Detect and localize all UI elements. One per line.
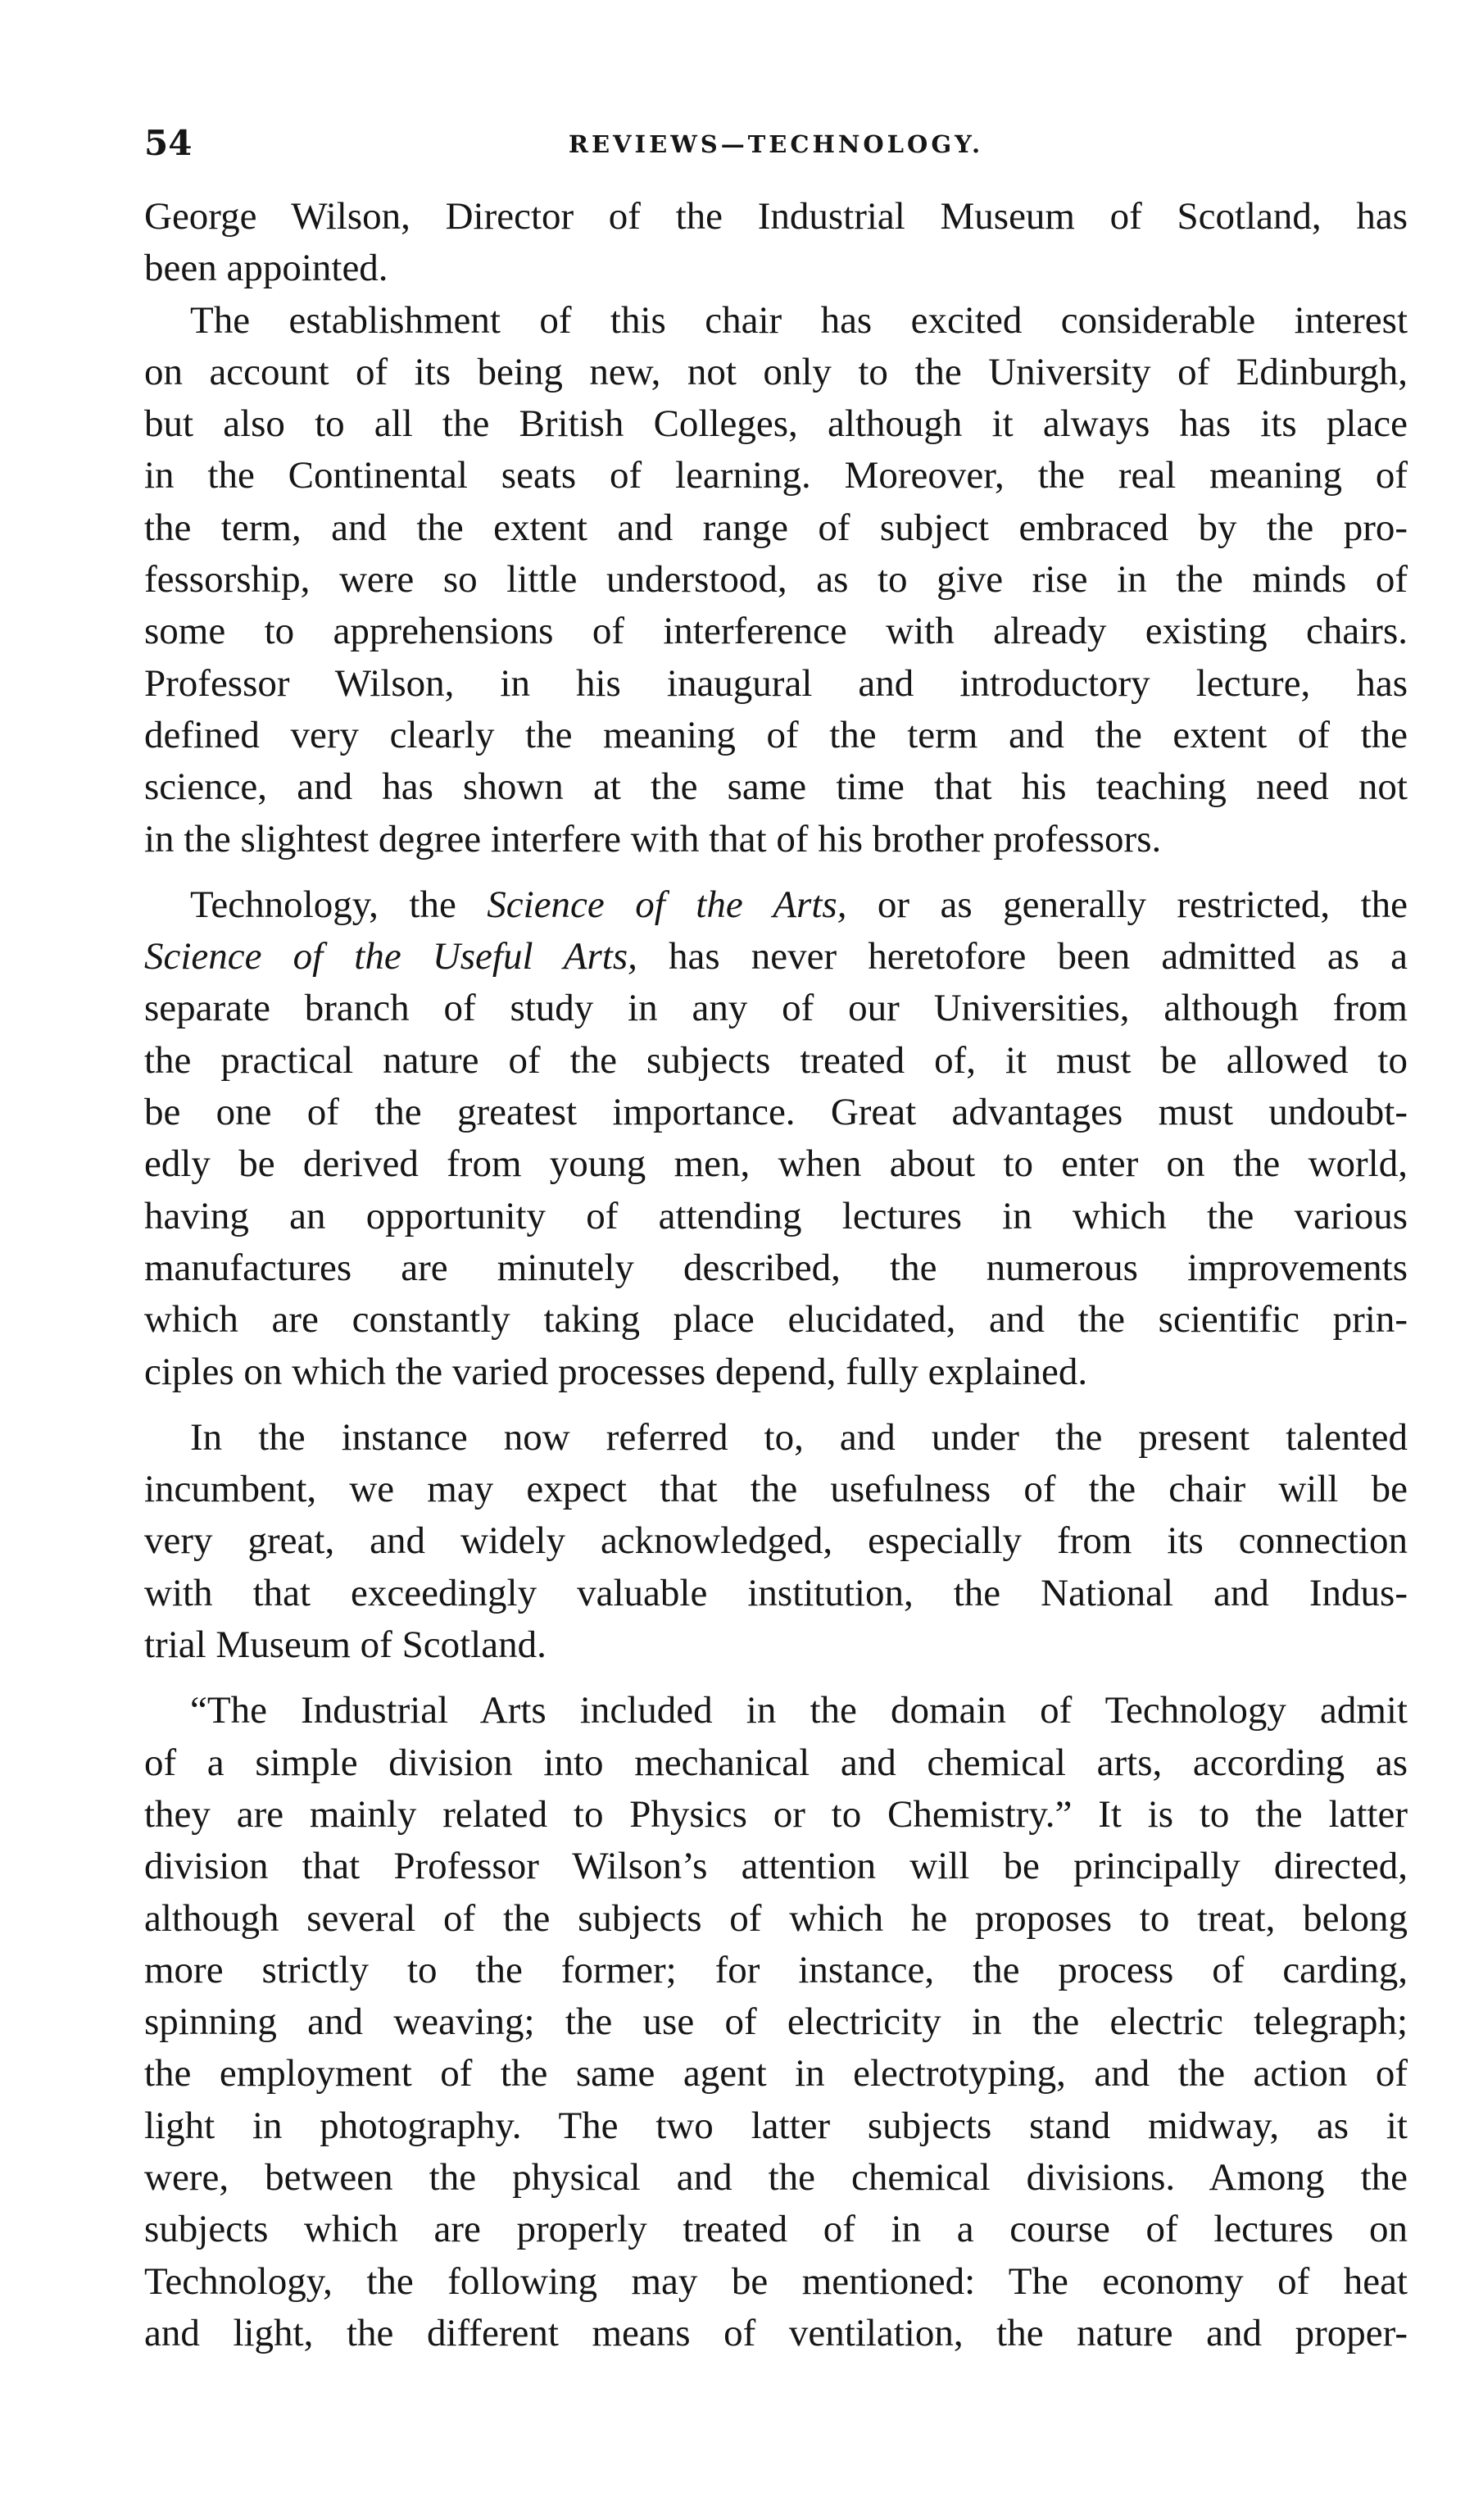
text-line: Technology, the following may be mentioned: The economy of heat [144,2259,1408,2303]
italic-phrase: Science of the Arts, [487,883,847,926]
text-line: having an opportunity of attending lectures in which the various [144,1194,1408,1237]
text-line: were, between the physical and the chemical divisions. Among the [144,2155,1408,2199]
paragraph-4 [144,1412,1408,1671]
text-line: which are constantly taking place elucidated, and the scientific prin- [144,1298,1408,1342]
text-line: be one of the greatest importance. Great advantages must undoubt- [144,1091,1408,1134]
text-line: fessorship, were so little understood, as to give rise in the minds of [144,558,1408,602]
text-line: subjects which are properly treated of in a course of lectures on [144,2208,1408,2251]
text-line: some to apprehensions of interference with already existing chairs. [144,610,1408,653]
text-line: spinning and weaving; the use of electricity in the electric telegraph; [144,2000,1408,2044]
running-head [144,123,1408,164]
paragraph-5 [144,1685,1408,2359]
text-run: Technology, the [190,883,488,926]
text-line: but also to all the British Colleges, although it always has its place [144,402,1408,446]
text-line: more strictly to the former; for instance, the process of carding, [144,1948,1408,1991]
text-line: edly be derived from young men, when about to enter on the world, [144,1142,1408,1186]
text-line: very great, and widely acknowledged, especially from its connection [144,1519,1408,1563]
text-line: George Wilson, Director of the Industrial Museum of Scotland, has [144,195,1408,238]
text-line-with-italics [144,879,1408,931]
text-line: trial Museum of Scotland. [144,1623,547,1667]
text-line: In the instance now referred to, and under the present talented [190,1415,1408,1459]
text-line: and light, the different means of ventilation, the nature and proper- [144,2311,1408,2354]
text-line: in the Continental seats of learning. Moreover, the real meaning of [144,454,1408,497]
text-line: although several of the subjects of which he proposes to treat, belong [144,1896,1408,1940]
text-line: Professor Wilson, in his inaugural and introductory lecture, has [144,661,1408,705]
text-line: ciples on which the varied processes depend, fully explained. [144,1350,1088,1393]
text-line: of a simple division into mechanical and chemical arts, according as [144,1741,1408,1784]
text-line: incumbent, we may expect that the usefulness of the chair will be [144,1468,1408,1511]
text-run: has never heretofore been admitted as a [637,935,1408,978]
text-line: The establishment of this chair has excited considerable interest [190,298,1408,342]
running-title: REVIEWS—TECHNOLOGY. [568,130,984,158]
paragraph-1 [144,191,1408,295]
text-line: they are mainly related to Physics or to Chemistry.” It is to the latter [144,1792,1408,1836]
text-run: or as generally restricted, the [846,883,1408,926]
page-number: 54 [144,123,193,163]
text-line: the employment of the same agent in electrotyping, and the action of [144,2052,1408,2095]
text-line: light in photography. The two latter subjects stand midway, as it [144,2104,1408,2147]
text-line: manufactures are minutely described, the numerous improvements [144,1246,1408,1289]
text-line: been appointed. [144,247,388,290]
text-line: with that exceedingly valuable institution, the National and Indus- [144,1571,1408,1614]
paragraph-3 [144,879,1408,1398]
italic-phrase: Science of the Useful Arts, [144,935,637,978]
text-line: separate branch of study in any of our Universities, although from [144,987,1408,1030]
text-line: the term, and the extent and range of subject embraced by the pro- [144,506,1408,549]
body-text [144,191,1408,2359]
text-line: science, and has shown at the same time that his teaching need not [144,765,1408,809]
text-line: defined very clearly the meaning of the term and the extent of the [144,713,1408,756]
text-line: in the slightest degree interfere with that of his brother professors. [144,817,1162,860]
paragraph-2 [144,295,1408,865]
text-line: division that Professor Wilson’s attention will be principally directed, [144,1845,1408,1888]
text-line: on account of its being new, not only to the University of Edinburgh, [144,350,1408,393]
text-line: the practical nature of the subjects treated of, it must be allowed to [144,1038,1408,1082]
text-line: “The Industrial Arts included in the domain of Technology admit [190,1689,1408,1732]
text-line-with-italics [144,931,1408,983]
